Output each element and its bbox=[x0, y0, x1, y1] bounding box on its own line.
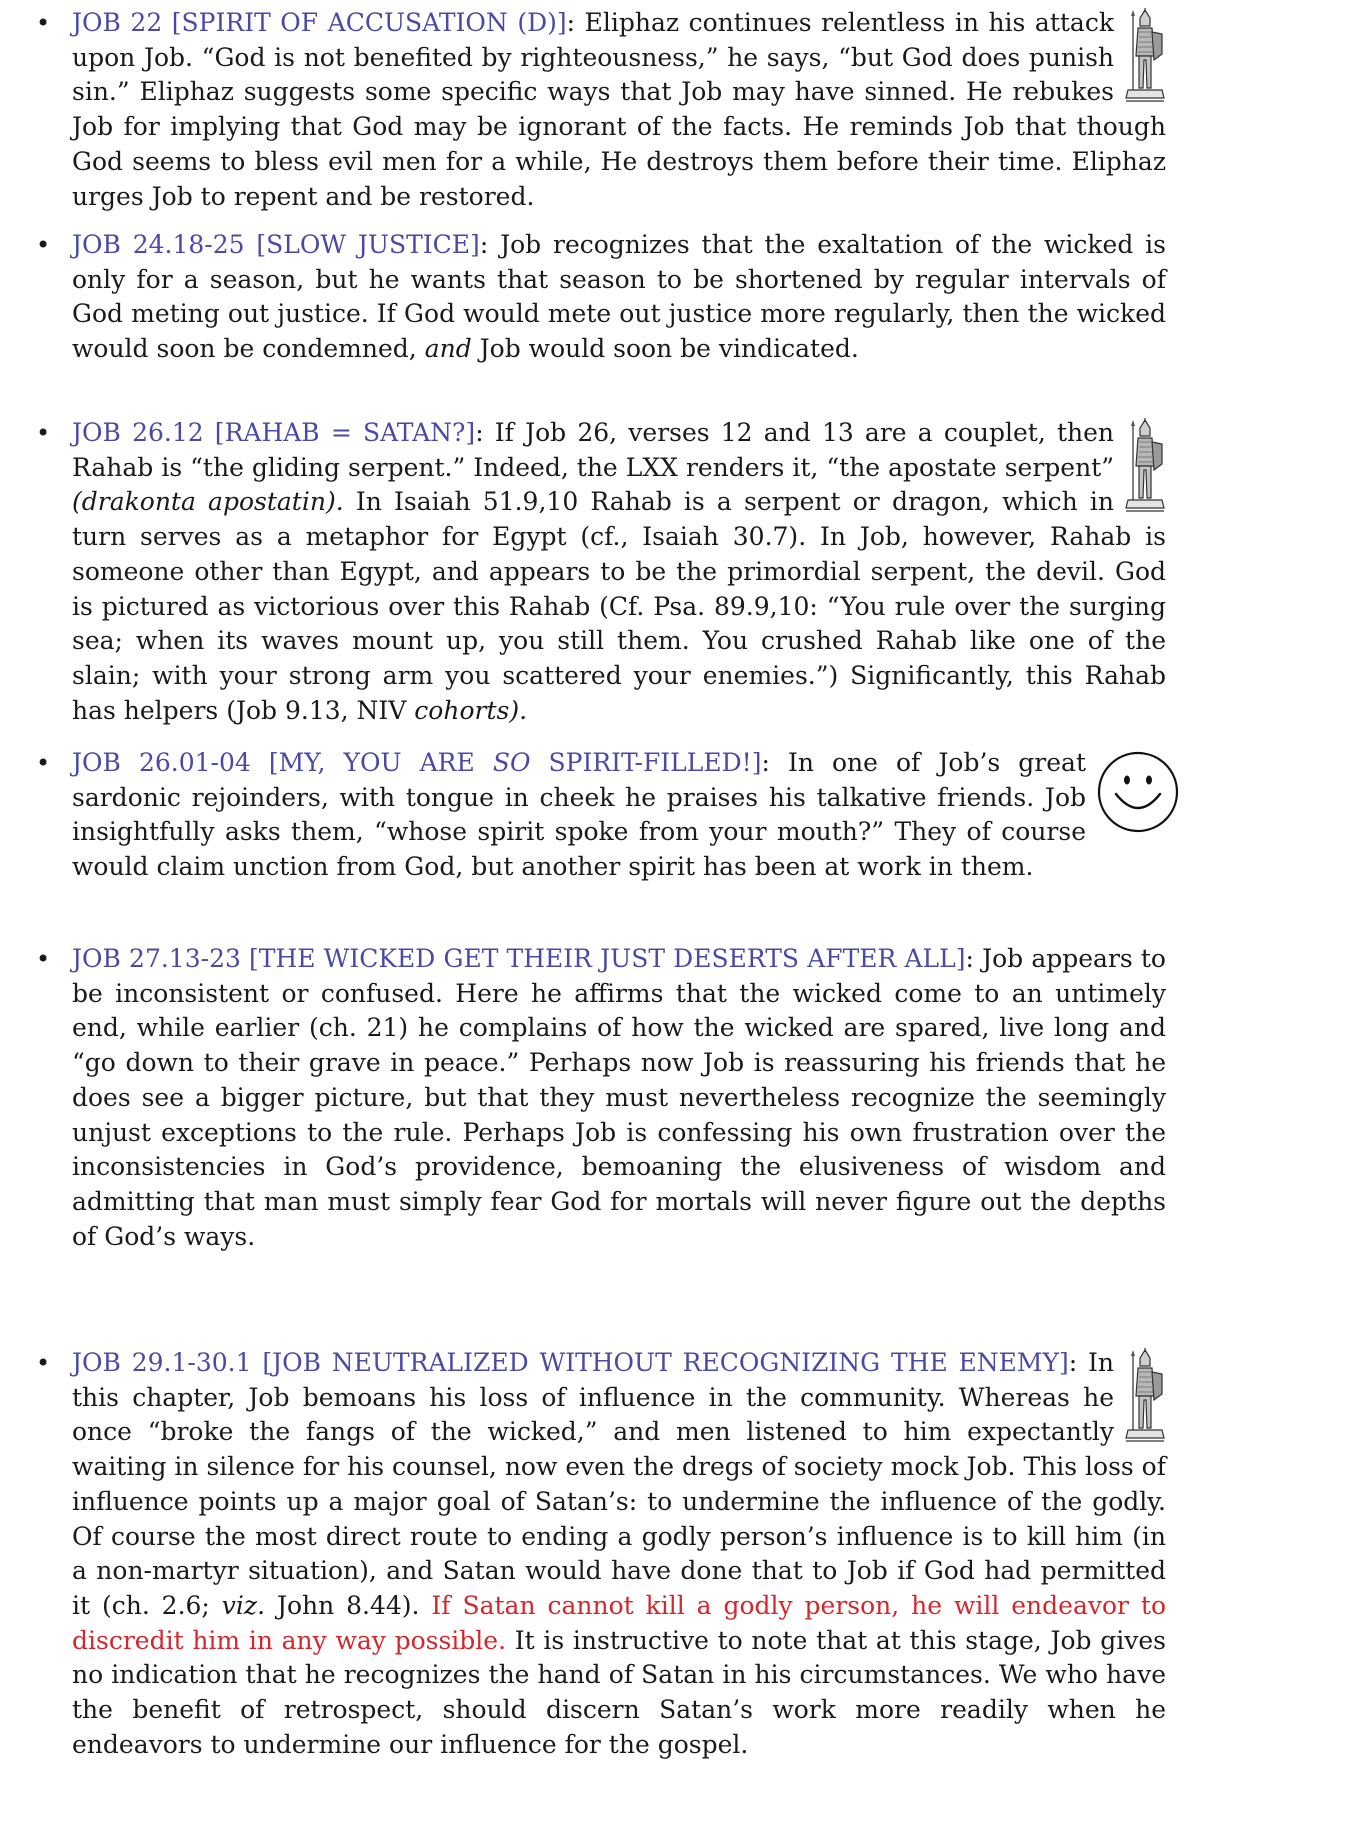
list-item bbox=[36, 228, 1166, 367]
bullet: • bbox=[36, 1349, 51, 1377]
bullet: • bbox=[36, 749, 51, 777]
entry-body: : Eliphaz continues relentless in his attack upon Job. “God is not benefited by righteousness,” he says, “but God does punish sin.” Eliphaz suggests some specific ways that Job may have sinned. He rebukes Job for implying that God may be ignorant of the facts. He reminds Job that though God seems to bless evil men for a while, He destroys them before their time. Eliphaz urges Job to repent and be restored. bbox=[72, 8, 1166, 211]
entry-heading: JOB 26.12 [RAHAB = SATAN?] bbox=[72, 418, 476, 447]
entry-body-italic: viz. bbox=[221, 1590, 266, 1620]
entry-body-end: Job would soon be vindicated. bbox=[471, 334, 859, 364]
entry-body-italic: (drakonta apostatin). bbox=[72, 487, 344, 517]
entry-heading bbox=[72, 748, 761, 777]
entry-body-end: It is instructive to note that at this stage, Job gives no indication that he recognizes the hand of Satan in his circumstances. We who have the benefit of retrospect, should discern Satan’s work more readily when he endeavors to undermine our influence for the gospel. bbox=[72, 1625, 1166, 1759]
entry-text bbox=[72, 942, 1166, 1254]
bullet: • bbox=[36, 945, 51, 973]
soldier-icon bbox=[1124, 1348, 1166, 1444]
entry-heading: JOB 27.13-23 [THE WICKED GET THEIR JUST DESERTS AFTER ALL] bbox=[72, 944, 966, 973]
entry-body: : In one of Job’s great sardonic rejoinders, with tongue in cheek he praises his talkative friends. Job insightfully asks them, “whose spirit spoke from your mouth?” They of course would claim unction from God, but another spirit has been at work in them. bbox=[72, 748, 1086, 882]
smiley-icon bbox=[1096, 750, 1180, 834]
entry-body: : In this chapter, Job bemoans his loss of influence in the community. Whereas he once “broke the fangs of the wicked,” and men listened to him expectantly waiting in silence for his counsel, now even the dregs of society mock Job. This loss of influence points up a major goal of Satan’s: to undermine the influence of the godly. Of course the most direct route to ending a godly person’s influence is to kill him (in a non-martyr situation), and Satan would have done that to Job if God had permitted it (ch. 2.6; bbox=[72, 1348, 1166, 1620]
entry-body-italic: and bbox=[424, 334, 472, 364]
list-item bbox=[36, 746, 1166, 885]
entry-body: : If Job 26, verses 12 and 13 are a couplet, then Rahab is “the gliding serpent.” Indeed, the LXX renders it, “the apostate serpent” bbox=[72, 418, 1115, 482]
list-item bbox=[36, 6, 1166, 214]
list-item bbox=[36, 416, 1166, 728]
entry-heading: JOB 29.1-30.1 [JOB NEUTRALIZED WITHOUT RECOGNIZING THE ENEMY] bbox=[72, 1348, 1069, 1377]
emphasis-text: If Satan cannot kill a godly person, he will endeavor to discredit him in any way possible. bbox=[72, 1590, 1166, 1655]
entry-body-middle: John 8.44). bbox=[265, 1590, 432, 1620]
entry-text bbox=[72, 1346, 1166, 1762]
entry-text bbox=[72, 228, 1166, 367]
entry-heading: JOB 22 [SPIRIT OF ACCUSATION (D)] bbox=[72, 8, 567, 37]
entry-text bbox=[72, 746, 1166, 885]
entry-body-italic-end: cohorts). bbox=[414, 695, 528, 725]
entry-heading: JOB 24.18-25 [SLOW JUSTICE] bbox=[72, 230, 480, 259]
bullet: • bbox=[36, 9, 51, 37]
list-item bbox=[36, 1346, 1166, 1762]
entry-body: : Job recognizes that the exaltation of the wicked is only for a season, but he wants that season to be shortened by regular intervals of God meting out justice. If God would mete out justice more regularly, then the wicked would soon be condemned, bbox=[72, 230, 1166, 364]
entry-body-middle: In Isaiah 51.9,10 Rahab is a serpent or dragon, which in turn serves as a metaphor for Egypt (cf., Isaiah 30.7). In Job, however, Rahab is someone other than Egypt, and appears to be the primordial serpent, the devil. God is pictured as victorious over this Rahab (Cf. Psa. 89.9,10: “You rule over the surging sea; when its waves mount up, you still them. You crushed Rahab like one of the slain; with your strong arm you scattered your enemies.”) Significantly, this Rahab has helpers (Job 9.13, NIV bbox=[72, 487, 1166, 725]
entry-text bbox=[72, 6, 1166, 214]
entry-body: : Job appears to be inconsistent or confused. Here he affirms that the wicked come to an untimely end, while earlier (ch. 21) he complains of how the wicked are spared, live long and “go down to their grave in peace.” Perhaps now Job is reassuring his friends that he does see a bigger picture, but that they must nevertheless recognize the seemingly unjust exceptions to the rule. Perhaps Job is confessing his own frustration over the inconsistencies in God’s providence, bemoaning the elusiveness of wisdom and admitting that man must simply fear God for mortals will never figure out the depths of God’s ways. bbox=[72, 944, 1166, 1251]
soldier-icon bbox=[1124, 418, 1166, 514]
heading-part-end: SPIRIT-FILLED!] bbox=[530, 748, 762, 777]
list-item bbox=[36, 942, 1166, 1254]
heading-part: JOB 26.01-04 [MY, YOU ARE bbox=[72, 748, 493, 777]
bullet: • bbox=[36, 419, 51, 447]
heading-italic: SO bbox=[492, 748, 531, 777]
bullet: • bbox=[36, 231, 51, 259]
entry-text bbox=[72, 416, 1166, 728]
soldier-icon bbox=[1124, 8, 1166, 104]
